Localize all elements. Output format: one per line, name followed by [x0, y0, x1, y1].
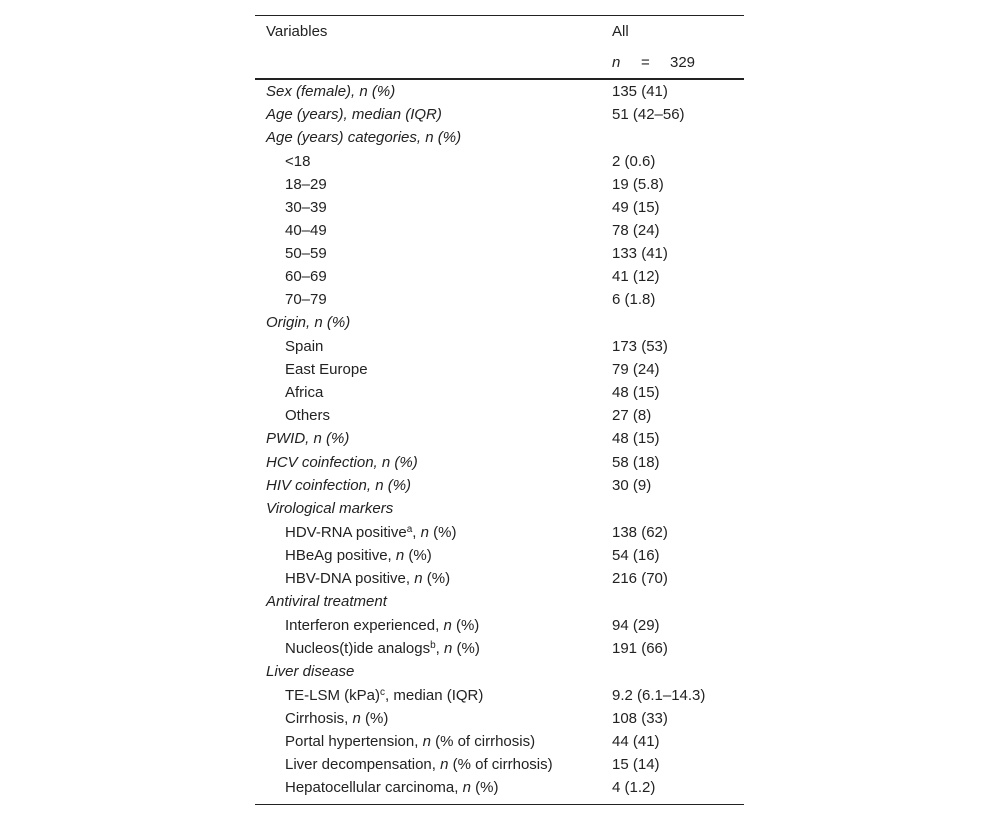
row-value: 173 (53)	[612, 338, 668, 355]
section-header-row	[255, 497, 744, 521]
row-label: PWID, n (%)	[266, 430, 350, 447]
row-value: 44 (41)	[612, 733, 660, 750]
table-row	[255, 707, 744, 730]
table-row	[255, 242, 744, 265]
row-value: 78 (24)	[612, 222, 660, 239]
row-label: Interferon experienced, n (%)	[285, 617, 480, 634]
baseline-characteristics-table	[255, 15, 744, 805]
table-row	[255, 637, 744, 660]
section-label: Origin, n (%)	[266, 314, 351, 331]
row-value: 19 (5.8)	[612, 176, 664, 193]
row-value: 216 (70)	[612, 570, 668, 587]
row-label: HIV coinfection, n (%)	[266, 477, 412, 494]
row-value: 108 (33)	[612, 710, 668, 727]
row-label: Age (years), median (IQR)	[266, 106, 442, 123]
table-row	[255, 753, 744, 776]
row-value: 51 (42–56)	[612, 106, 685, 123]
header-variables: Variables	[266, 23, 328, 40]
table-row	[255, 614, 744, 637]
table-row	[255, 150, 744, 173]
row-label: Sex (female), n (%)	[266, 83, 396, 100]
row-value: 79 (24)	[612, 361, 660, 378]
section-label: Virological markers	[266, 500, 394, 517]
row-value: 54 (16)	[612, 547, 660, 564]
row-value: 94 (29)	[612, 617, 660, 634]
row-label: East Europe	[285, 361, 368, 378]
row-label: 70–79	[285, 291, 327, 308]
row-label: HDV-RNA positive$^a$, n (%)	[285, 524, 457, 541]
section-label: Antiviral treatment	[266, 593, 387, 610]
table-row	[255, 544, 744, 567]
section-header-row	[255, 126, 744, 150]
row-value: 49 (15)	[612, 199, 660, 216]
table-row	[255, 404, 744, 427]
table-row	[255, 567, 744, 590]
row-label: Africa	[285, 384, 324, 401]
row-label: Spain	[285, 338, 324, 355]
row-value: 133 (41)	[612, 245, 668, 262]
bottom-rule	[255, 804, 744, 805]
row-value: 6 (1.8)	[612, 291, 656, 308]
table-row	[255, 335, 744, 358]
section-label: Liver disease	[266, 663, 355, 680]
header-all: All	[612, 23, 629, 40]
table-row	[255, 196, 744, 219]
table-row	[255, 730, 744, 753]
row-label: 18–29	[285, 176, 327, 193]
section-header-row	[255, 311, 744, 335]
row-value: 48 (15)	[612, 384, 660, 401]
row-label: TE-LSM (kPa)$^c$, median (IQR)	[285, 687, 484, 704]
row-value: 41 (12)	[612, 268, 660, 285]
row-value: 27 (8)	[612, 407, 652, 424]
row-value: 48 (15)	[612, 430, 660, 447]
table-row	[255, 80, 744, 103]
row-label: HCV coinfection, n (%)	[266, 454, 418, 471]
table-row	[255, 684, 744, 707]
row-value: 15 (14)	[612, 756, 660, 773]
row-value: 2 (0.6)	[612, 153, 656, 170]
header-total: 329	[670, 54, 696, 71]
row-value: 4 (1.2)	[612, 779, 656, 796]
row-label: Others	[285, 407, 331, 424]
row-label: 60–69	[285, 268, 327, 285]
row-label: 30–39	[285, 199, 327, 216]
table-row	[255, 381, 744, 404]
row-label: Cirrhosis, n (%)	[285, 710, 389, 727]
row-label: 50–59	[285, 245, 327, 262]
header-equals: =	[641, 54, 650, 71]
table-row	[255, 451, 744, 474]
row-label: <18	[285, 153, 311, 170]
table-row	[255, 103, 744, 126]
row-label: 40–49	[285, 222, 327, 239]
row-value: 9.2 (6.1–14.3)	[612, 687, 706, 704]
row-value: 135 (41)	[612, 83, 668, 100]
row-label: Portal hypertension, n (% of cirrhosis)	[285, 733, 536, 750]
row-value: 58 (18)	[612, 454, 660, 471]
section-header-row	[255, 660, 744, 684]
header-row	[255, 16, 744, 48]
table-row	[255, 776, 744, 799]
table-row	[255, 219, 744, 242]
row-label: Hepatocellular carcinoma, n (%)	[285, 779, 499, 796]
row-value: 138 (62)	[612, 524, 668, 541]
row-label: Nucleos(t)ide analogs$^b$, n (%)	[285, 640, 480, 657]
table-row	[255, 474, 744, 497]
row-value: 30 (9)	[612, 477, 652, 494]
row-label: HBV-DNA positive, n (%)	[285, 570, 451, 587]
section-header-row	[255, 590, 744, 614]
table-row	[255, 265, 744, 288]
table-row	[255, 358, 744, 381]
table-row	[255, 427, 744, 451]
header-n-symbol: n	[612, 54, 621, 71]
table-row	[255, 288, 744, 311]
row-value: 191 (66)	[612, 640, 668, 657]
row-label: Liver decompensation, n (% of cirrhosis)	[285, 756, 553, 773]
header-n-row	[255, 48, 744, 78]
row-label: HBeAg positive, n (%)	[285, 547, 432, 564]
table-row	[255, 173, 744, 196]
table-row	[255, 521, 744, 544]
section-label: Age (years) categories, n (%)	[266, 129, 462, 146]
